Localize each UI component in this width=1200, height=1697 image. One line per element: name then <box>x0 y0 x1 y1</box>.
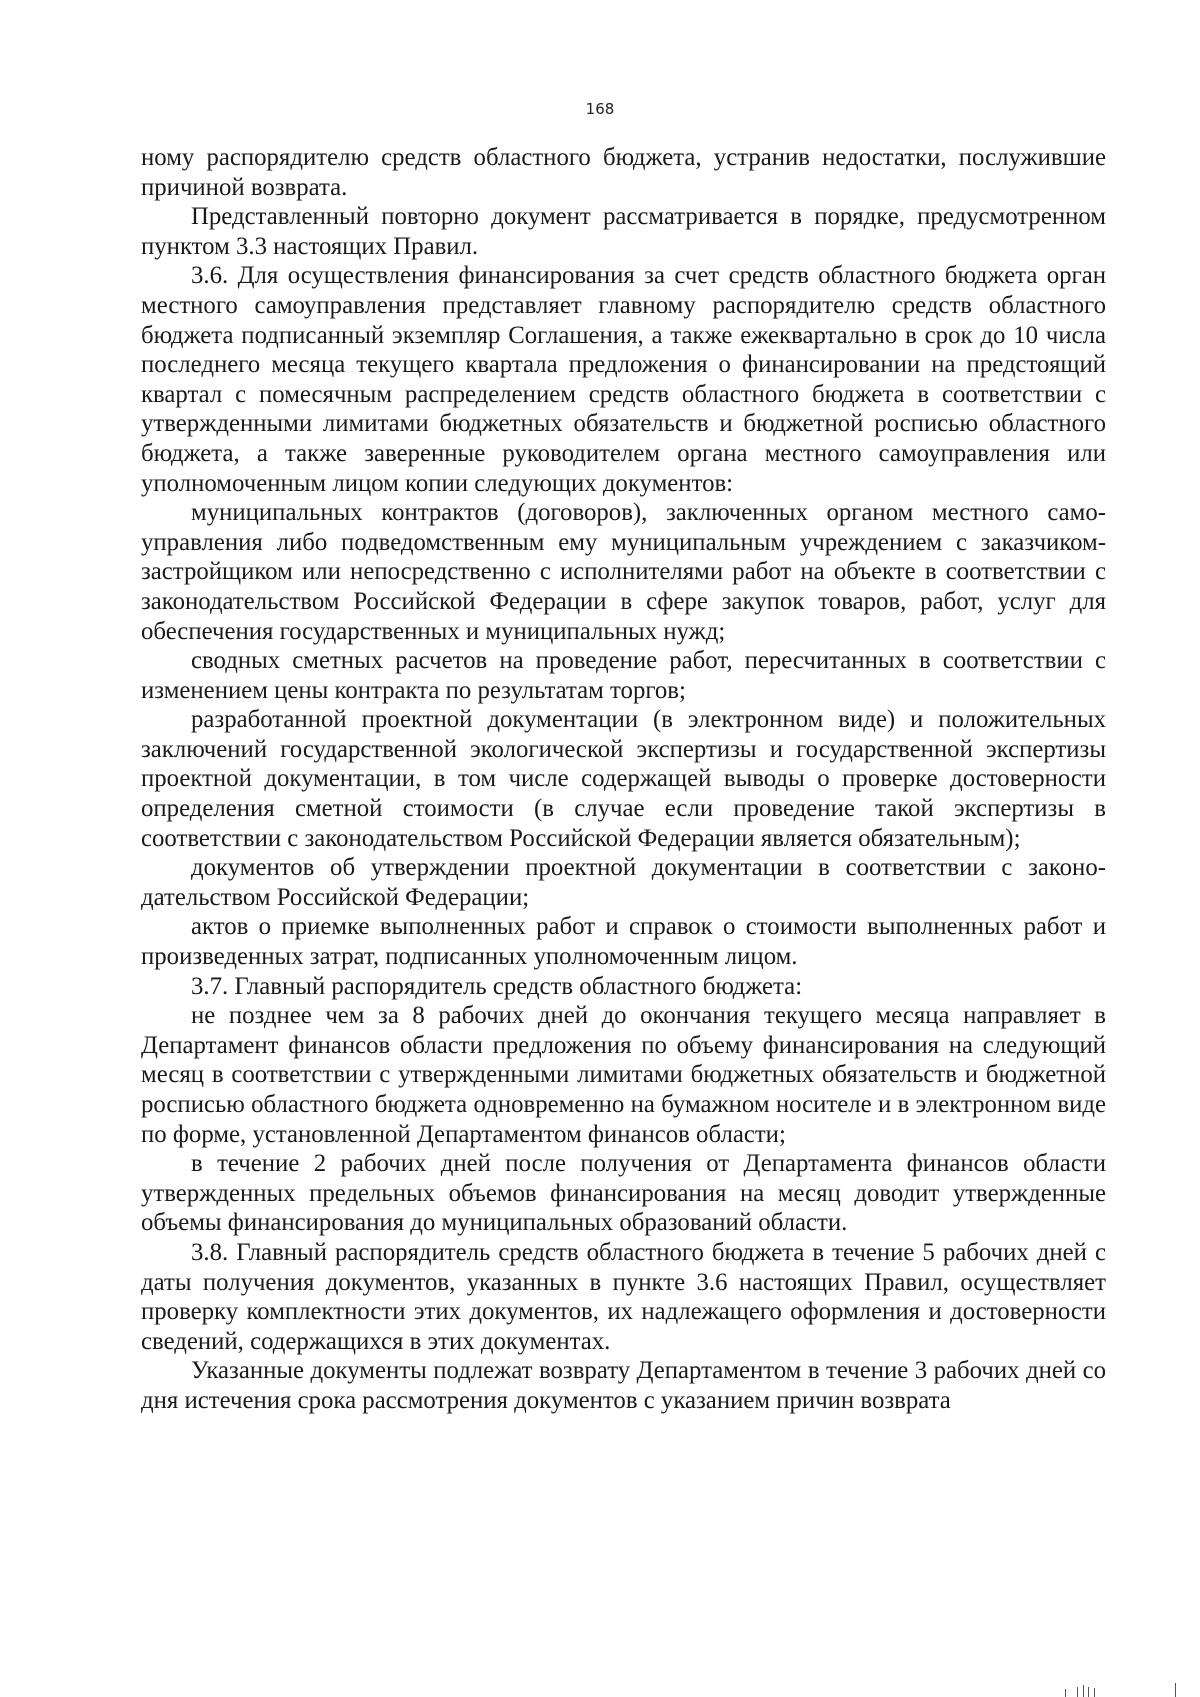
paragraph: актов о приемке выполненных работ и справок о стоимости выполненных работ и произведенных затрат, подписанных уполномоченным лицом. <box>141 913 1106 971</box>
paragraph: 3.7. Главный распорядитель средств областного бюджета: <box>191 972 803 1000</box>
paragraph: Указанные документы подлежат возврату Департаментом в течение 3 рабочих дней со дня истечения срока рассмотрения документов с указанием причин возврата <box>141 1357 1106 1414</box>
paragraph: в течение 2 рабочих дней после получения от Департамента финансов области утвержденных предельных объемов финансирования на месяц доводит утвержденные объемы финансирования до муниципальных образований области. <box>141 1150 1106 1237</box>
paragraph: документов об утверждении проектной документации в соответствии с законодательством Российской Федерации; <box>141 854 1106 911</box>
document-body <box>141 143 1106 1416</box>
paragraph: 3.8. Главный распорядитель средств областного бюджета в течение 5 рабочих дней с даты получения документов, указанных в пункте 3.6 настоящих Правил, осуществляет проверку комплектности этих документов, их надлежащего оформления и достоверности сведений, содержащихся в этих документах. <box>141 1238 1106 1355</box>
page-number: 168 <box>585 100 615 118</box>
paragraph: не позднее чем за 8 рабочих дней до окончания текущего месяца направляет в Департамент финансов области предложения по объему финансирования на следующий месяц в соответствии с утвержденными лимитами бюджетных обязательств и бюджетной росписью областного бюджета одновременно на бумажном носителе и в электронном виде по форме, установленной Департаментом финансов области; <box>141 1002 1106 1148</box>
paragraph: ному распорядителю средств областного бюджета, устранив недостатки, послужившие причиной возврата. <box>141 144 1106 201</box>
paragraph: 3.6. Для осуществления финансирования за счет средств областного бюджета орган местного самоуправления представляет главному распорядителю средств областного бюджета подписанный экземпляр Соглашения, а также ежеквартально в срок до 10 числа последнего месяца текущего квартала предложения о финансировании на предстоящий квартал с помесячным распределением средств областного бюджета в соответствии с утвержденными лимитами бюджетных обязательств и бюджетной росписью областного бюджета, а также заверенные руководителем органа местного самоуправления или уполномоченным лицом копии следующих документов: <box>141 262 1106 497</box>
paragraph: разработанной проектной документации (в электронном виде) и положительных заключений государственной экологической экспертизы и государственной экспертизы проектной документации, в том числе содержащей выводы о проверке достоверности определения сметной стоимости (в случае если проведение такой экспертизы в соответствии с законодательством Российской Федерации является обязательным); <box>141 706 1106 852</box>
paragraph: муниципальных контрактов (договоров), заключенных органом местного самоуправления либо подведомственным ему муниципальным учреждением с заказчиком-застройщиком или непосредственно с исполнителями работ на объекте в соответствии с законодательством Российской Федерации в сфере закупок товаров, работ, услуг для обеспечения государственных и муниципальных нужд; <box>141 499 1106 645</box>
scan-edge-marks <box>1065 1681 1185 1697</box>
paragraph: сводных сметных расчетов на проведение работ, пересчитанных в соответствии с изменением цены контракта по результатам торгов; <box>141 647 1106 704</box>
paragraph: Представленный повторно документ рассматривается в порядке, предусмотренном пунктом 3.3 настоящих Правил. <box>141 203 1106 260</box>
